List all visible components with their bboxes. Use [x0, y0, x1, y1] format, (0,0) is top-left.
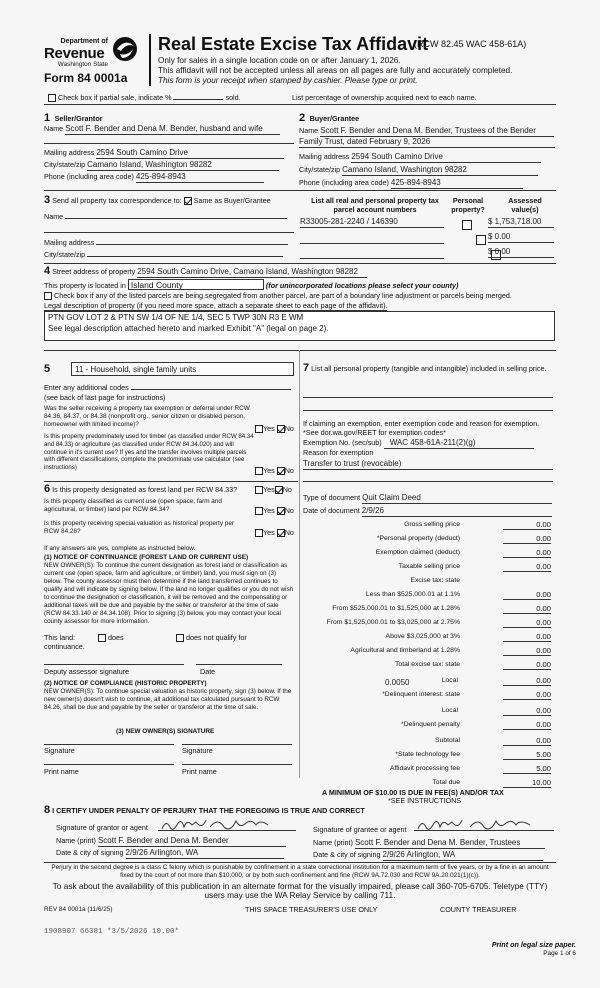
parcel-number-field[interactable]: R33005-281-2240 / 146390	[300, 217, 444, 228]
deputy-date-label: Date	[200, 667, 216, 676]
correspondence-address-row	[44, 238, 288, 247]
fee-label: Exemption claimed (deduct)	[375, 549, 460, 556]
correspondence-name-row	[44, 212, 287, 221]
does-label: does	[108, 633, 124, 642]
correspondence-label: Send all property tax correspondence to:	[52, 196, 182, 205]
legal-line: PTN GOV LOT 2 & PTN SW 1/4 OF NE 1/4, SEC 5 TWP 30N R3 E WM	[48, 313, 304, 322]
seller-heading: Seller/Grantor	[54, 114, 103, 123]
compliance-heading: (2) NOTICE OF COMPLIANCE (HISTORIC PROPERTY)	[44, 680, 207, 687]
fee-label: Excise tax: state	[410, 577, 460, 584]
new-owner-signature-line[interactable]	[44, 744, 174, 745]
grantor-name-field[interactable]: Scott F. Bender and Dena M. Bender	[98, 836, 286, 847]
buyer-address-label: Mailing address	[299, 152, 350, 161]
fee-value-field[interactable]: 0.00	[503, 646, 551, 656]
additional-codes-label: Enter any additional codes	[44, 383, 129, 392]
buyer-phone-field[interactable]: 425-894-8943	[391, 178, 523, 189]
grantor-date-field[interactable]: 2/9/26 Arlington, WA	[126, 848, 284, 859]
document-date-label: Date of document	[303, 506, 360, 515]
header-notes	[158, 56, 558, 86]
date-city-label: Date & city of signing	[56, 848, 124, 857]
fee-value-field[interactable]: 0.00	[503, 618, 551, 628]
continuance-text: NEW OWNER(S): To continue the current designation as forest land or classification as current use (open space, farm and agriculture, or timber) land, you must sign on (3) below. The county assessor must then determine if the land transferred continues to qualify and will indicate by signing below. If the land no longer qualifies or you do not wish to continue the designation or classification, it will be removed and the compensating or additional taxes will be due and payable by the seller or transferor at the time of sale (RCW 84.33.140 or 84.34.108). Prior to signing (3) below, you may contact your local county assessor for more information.	[44, 562, 294, 625]
personal-property-label: List all personal property (tangible and intangible) included in selling price.	[311, 364, 547, 373]
grantee-signature-label: Signature of grantee or agent	[313, 825, 407, 834]
buyer-name-label: Name	[299, 126, 319, 135]
correspondence-name-label: Name	[44, 212, 64, 221]
blank-line	[303, 410, 553, 411]
segregate-label: Check box if any of the listed parcels are being segregated from another parcel, are part of a boundary line adjustment or parcels being merged.	[54, 291, 512, 300]
treasurer-space-label: THIS SPACE TREASURER'S USE ONLY	[245, 905, 378, 914]
q3-no-checkbox[interactable]	[275, 486, 283, 494]
certify-label: I CERTIFY UNDER PENALTY OF PERJURY THAT THE FOREGOING IS TRUE AND CORRECT	[52, 806, 365, 815]
buyer-city-label: City/state/zip	[299, 165, 341, 174]
document-type-label: Type of document	[303, 493, 361, 502]
header-note: This form is your receipt when stamped by cashier. Please type or print.	[158, 76, 418, 85]
document-type-field[interactable]: Quit Claim Deed	[362, 493, 552, 504]
answers-note: If any answers are yes, complete as instructed below.	[44, 545, 196, 552]
forest-question: Is this property designated as forest land per RCW 84.33?	[52, 485, 238, 494]
fee-value-field[interactable]: 0.00	[503, 676, 551, 686]
fee-label: Taxable selling price	[398, 563, 460, 570]
correspondence-city-field[interactable]	[87, 256, 283, 257]
fee-label: Total excise tax: state	[395, 661, 460, 668]
fee-value-field[interactable]: 5.00	[503, 750, 551, 760]
partial-percent-field[interactable]	[173, 99, 223, 100]
does-qualify-option	[98, 633, 124, 642]
parcel-number-field[interactable]	[300, 235, 444, 244]
section-divider	[44, 862, 556, 863]
grantor-signature	[158, 817, 296, 833]
continuance-label: continuance.	[44, 642, 85, 651]
blank-line	[303, 397, 553, 398]
print-name-line[interactable]	[44, 764, 174, 765]
partial-sale-checkbox[interactable]	[48, 94, 56, 102]
fee-label: *State technology fee	[395, 751, 460, 758]
form-title: Real Estate Excise Tax Affidavit	[158, 34, 429, 54]
timber-question: Is this property predominately used for timber (as classified under RCW 84.34 and 84.33) or agriculture (as classified under RCW 84.34.020) and will continue in it's current use? If yes and the transfer involves multiple parcels with different classifications, complete the predominate use calculator (see instructions)	[44, 433, 254, 472]
q4-yes-checkbox[interactable]	[255, 507, 263, 515]
cashier-stamp: 1908907 66381 *3/5/2026 10.00*	[44, 928, 180, 936]
header-note: Only for sales in a single location code on or after January 1, 2026.	[158, 56, 401, 65]
seller-address-field[interactable]: 2594 South Camino Drive	[96, 148, 284, 159]
does-qualify-checkbox[interactable]	[98, 634, 106, 642]
section-divider	[44, 190, 556, 191]
document-date-row	[303, 506, 552, 517]
exemption-number-label: Exemption No. (sec/sub)	[303, 438, 382, 447]
logo-revenue: Revenue	[44, 45, 105, 62]
no-label: No	[282, 485, 292, 494]
fee-value-field[interactable]: 0.00	[503, 520, 551, 530]
q3-yes-no	[255, 485, 292, 494]
fee-label: Gross selling price	[404, 521, 460, 528]
historic-question: Is this property receiving special valuation as historical property per RCW 84.26?	[44, 520, 235, 535]
seller-city-row	[44, 160, 279, 171]
fee-value-field[interactable]: 5.00	[503, 764, 551, 774]
codes-note: (see back of last page for instructions)	[44, 393, 166, 402]
fee-value-field[interactable]: 0.00	[503, 690, 551, 700]
fee-label: Subtotal	[435, 737, 460, 744]
dor-swirl-icon	[108, 34, 142, 64]
q4-no-checkbox[interactable]	[277, 507, 285, 515]
personal-property-checkbox[interactable]	[476, 235, 486, 245]
exemption-number-field[interactable]: WAC 458-61A-211(2)(g)	[384, 438, 534, 449]
reason-field[interactable]: Transfer to trust (revocable)	[303, 459, 553, 470]
this-land-label: This land:	[44, 633, 76, 642]
current-use-question: Is this property classified as current use (open space, farm and agricultural, or timber) land per RCW 84.34?	[44, 498, 222, 513]
legal-description-label: Legal description of property (if you need more space, attach a separate sheet to each page of the affidavit).	[44, 301, 388, 310]
fee-value-field[interactable]: 0.00	[503, 736, 551, 746]
correspondence-city-row	[44, 250, 283, 259]
form-rcw: (RCW 82.45 WAC 458-61A)	[414, 39, 527, 49]
does-not-qualify-label: does not qualify for	[186, 633, 247, 642]
blank-line	[44, 232, 294, 233]
grantor-date-row	[56, 848, 284, 859]
see-instructions-note: *SEE INSTRUCTIONS	[388, 796, 462, 805]
legal-paper-note: Print on legal size paper.	[491, 940, 576, 949]
no-label: No	[284, 528, 294, 537]
document-type-row	[303, 493, 552, 504]
does-not-qualify-option	[176, 633, 247, 642]
legal-line: See legal description attached hereto and marked Exhibit "A" (legal on page 2).	[48, 324, 329, 333]
fee-label: Affidavit processing fee	[389, 765, 460, 772]
fee-value-field[interactable]: 10.00	[503, 778, 551, 788]
partial-sold-label: sold.	[225, 93, 241, 102]
personal-property-header: Personal property?	[451, 196, 485, 214]
grantee-signature	[414, 817, 554, 833]
page-number: Page 1 of 6	[543, 950, 576, 957]
deputy-signature-label: Deputy assessor signature	[44, 667, 130, 676]
fee-value-field[interactable]: 0.00	[503, 660, 551, 670]
dor-logo	[44, 38, 108, 69]
seller-phone-label: Phone (including area code)	[44, 172, 134, 181]
county-treasurer-label: COUNTY TREASURER	[440, 905, 517, 914]
q2-yes-checkbox[interactable]	[255, 467, 263, 475]
land-use-code-select[interactable]: 11 - Household, single family units	[71, 362, 294, 376]
document-date-field[interactable]: 2/9/26	[362, 506, 552, 517]
section-divider	[44, 263, 556, 264]
q4-yes-no	[255, 506, 294, 515]
buyer-phone-row	[299, 178, 523, 189]
q1-yes-checkbox[interactable]	[255, 425, 263, 433]
fee-label: Total due	[432, 779, 460, 786]
grantee-signature-field[interactable]	[414, 817, 554, 831]
section-divider	[44, 104, 556, 105]
q2-no-checkbox[interactable]	[277, 467, 285, 475]
grantee-name-row	[313, 838, 545, 849]
q2-yes-no	[255, 466, 294, 475]
section-5-number: 5	[44, 363, 51, 375]
grantor-signature-label: Signature of grantor or agent	[56, 823, 148, 832]
logo-dept: Department of	[60, 38, 108, 45]
additional-codes-row	[44, 383, 291, 392]
personal-property-checkbox[interactable]	[462, 220, 472, 230]
yes-label: Yes	[263, 424, 275, 433]
print-name-label: Print name	[44, 767, 79, 776]
logo-state: Washington State	[57, 61, 108, 68]
section-1-heading: 1 Seller/Grantor	[44, 112, 103, 124]
seller-phone-row	[44, 172, 264, 183]
seller-name-label: Name	[44, 124, 64, 133]
perjury-notice: Perjury in the second degree is a class C felony which is punishable by confinement in a state correctional institution for a maximum term of five years, or by a fine in an amount fixed by the court of not more than $10,000, or by both such confinement and fine (RCW 9A.72.030 and RCW 9A.20.021(1)(c)).	[51, 864, 549, 879]
grantee-date-field[interactable]: 2/9/26 Arlington, WA	[383, 850, 543, 861]
additional-codes-field[interactable]	[131, 389, 291, 390]
grantee-date-row	[313, 850, 543, 861]
same-as-buyer-label: Same as Buyer/Grantee	[193, 196, 271, 205]
county-label: This property is located in	[44, 281, 126, 290]
parcel-header: List all real and personal property tax parcel account numbers	[311, 196, 439, 214]
street-address-row: 4 Street address of property 2594 South Camino Drive, Camano Island, Washington 98282	[44, 267, 367, 278]
compliance-text: NEW OWNER(S): To continue special valuation as historic property, sign (3) below. If the new owner(s) doesn't wish to continue, all additional tax calculated pursuant to RCW 84.26, shall be due and payable by the seller or transferor at the time of sale.	[44, 688, 292, 711]
forest-question-row: 6 Is this property designated as forest land per RCW 84.33?	[44, 483, 238, 495]
revision-label: REV 84 0001a (11/6/25)	[44, 906, 113, 913]
header-rule	[149, 34, 151, 86]
correspondence-city-label: City/state/zip	[44, 250, 86, 259]
county-select[interactable]: Island County	[128, 279, 264, 290]
fee-label: Less than $525,000.01 at 1.1%	[365, 591, 460, 598]
fee-label: From $1,525,000.01 to $3,025,000 at 2.75%	[326, 619, 460, 626]
buyer-address-row	[299, 152, 541, 163]
assessed-value-field[interactable]: $ 0.00	[488, 247, 554, 258]
new-owner-signature-heading: (3) NEW OWNER(S) SIGNATURE	[116, 728, 215, 735]
correspondence-address-label: Mailing address	[44, 238, 95, 247]
fee-value-field[interactable]: 0.00	[503, 632, 551, 642]
yes-label: Yes	[263, 506, 275, 515]
unincorporated-note: (for unincorporated locations please select your county)	[265, 281, 459, 290]
no-label: No	[284, 506, 294, 515]
blank-line	[44, 143, 294, 144]
exemption-instructions: If claiming an exemption, enter exemption code and reason for exemption. *See dor.wa.gov/REET for exemption codes*	[303, 419, 540, 437]
fee-value-field[interactable]: 0.00	[503, 720, 551, 730]
fee-value-field[interactable]: 0.00	[503, 548, 551, 558]
fee-label: Local	[441, 677, 458, 684]
exemption-question: Was the seller receiving a property tax exemption or deferral under RCW 84.36, 84.37, or 84.38 (nonprofit org., senior citizen or disabled person, homeowner with limited income)?	[44, 405, 250, 428]
name-print-label: Name (print)	[313, 838, 353, 847]
county-row	[44, 279, 458, 290]
legal-description-box[interactable]	[44, 311, 555, 341]
yes-label: Yes	[263, 466, 275, 475]
seller-name-row	[44, 124, 294, 135]
section-divider	[44, 481, 298, 482]
form-number: Form 84 0001a	[44, 71, 128, 85]
deputy-signature-line[interactable]	[44, 664, 184, 665]
fee-value-field[interactable]: 0.00	[503, 534, 551, 544]
seller-city-field[interactable]: Camano Island, Washington 98282	[87, 160, 279, 171]
buyer-name-field-2[interactable]: Family Trust, dated February 9, 2026	[299, 137, 555, 148]
buyer-city-field[interactable]: Camano Island, Washington 98282	[342, 165, 538, 176]
continuance-heading: (1) NOTICE OF CONTINUANCE (FOREST LAND OR CURRENT USE)	[44, 554, 249, 561]
buyer-phone-label: Phone (including area code)	[299, 178, 389, 187]
q1-no-checkbox[interactable]	[277, 425, 285, 433]
does-not-qualify-checkbox[interactable]	[176, 634, 184, 642]
reason-label: Reason for exemption	[303, 448, 374, 457]
parcel-number-field[interactable]	[300, 250, 444, 259]
blank-line	[303, 481, 553, 482]
correspondence-name-field[interactable]	[65, 218, 287, 219]
street-address-field[interactable]: 2594 South Camino Drive, Camano Island, Washington 98282	[137, 267, 367, 278]
yes-label: Yes	[263, 485, 275, 494]
signature-label: Signature	[44, 746, 75, 755]
fee-value-field[interactable]: 0.00	[503, 706, 551, 716]
yes-label: Yes	[263, 528, 275, 537]
fee-label: Local	[441, 707, 458, 714]
section-3-row: 3 Send all property tax correspondence to: Same as Buyer/Grantee	[44, 194, 271, 206]
same-as-buyer-checkbox[interactable]	[184, 197, 192, 205]
segregate-row	[44, 291, 512, 300]
signature-label: Signature	[182, 746, 213, 755]
seller-city-label: City/state/zip	[44, 160, 86, 169]
buyer-city-row	[299, 165, 538, 176]
ownership-note: List percentage of ownership acquired next to each name.	[292, 93, 477, 102]
local-rate-field[interactable]: 0.0050	[385, 678, 410, 687]
date-city-label: Date & city of signing	[313, 850, 381, 859]
street-address-label: Street address of property	[52, 267, 136, 276]
seller-name-field[interactable]: Scott F. Bender and Dena M. Bender, husband and wife	[65, 124, 280, 135]
minimum-due-note: A MINIMUM OF $10.00 IS DUE IN FEE(S) AND/OR TAX	[322, 788, 504, 797]
name-print-label: Name (print)	[56, 836, 96, 845]
assessed-value-field[interactable]: $ 0.00	[488, 232, 554, 243]
print-name-label: Print name	[182, 767, 217, 776]
fee-value-field[interactable]: 0.00	[503, 562, 551, 572]
buyer-name-row	[299, 126, 554, 137]
header-note: This affidavit will not be accepted unless all areas on all pages are fully and accurately completed.	[158, 66, 513, 75]
fee-label: *Personal property (deduct)	[376, 535, 460, 542]
fee-value-field[interactable]: 0.00	[503, 604, 551, 614]
assessed-value-header: Assessed value(s)	[508, 196, 542, 214]
fee-label: From $525,000.01 to $1,525,000 at 1.28%	[332, 605, 460, 612]
no-label: No	[284, 466, 294, 475]
certify-row: 8 I CERTIFY UNDER PENALTY OF PERJURY THAT THE FOREGOING IS TRUE AND CORRECT	[44, 804, 365, 816]
q1-yes-no	[255, 424, 294, 433]
fee-label: *Delinquent interest: state	[382, 691, 460, 698]
personal-property-row: 7 List all personal property (tangible and intangible) included in selling price.	[303, 362, 547, 374]
fee-label: *Delinquent penalty	[401, 721, 460, 728]
buyer-address-field[interactable]: 2594 South Camino Drive	[351, 152, 541, 163]
seller-phone-field[interactable]: 425-894-8943	[136, 172, 264, 183]
partial-sale-row	[48, 93, 241, 102]
no-label: No	[284, 424, 294, 433]
correspondence-address-field[interactable]	[96, 244, 288, 245]
seller-address-label: Mailing address	[44, 148, 95, 157]
segregate-checkbox[interactable]	[44, 292, 52, 300]
alternate-format-notice: To ask about the availability of this publication in an alternate format for the visually impaired, please call 360-705-6705. Teletype (TTY) users may use the WA Relay Service by calling 711.	[52, 881, 548, 900]
partial-sale-label: Check box if partial sale, indicate %	[58, 93, 172, 102]
q3-yes-checkbox[interactable]	[255, 486, 263, 494]
section-divider	[44, 350, 556, 351]
seller-address-row	[44, 148, 284, 159]
grantee-name-field[interactable]: Scott F. Bender and Dena M. Bender, Trustees	[355, 838, 545, 849]
fee-label: Above $3,025,000 at 3%	[385, 633, 460, 640]
grantor-signature-field[interactable]	[158, 817, 296, 831]
buyer-name-field[interactable]: Scott F. Bender and Dena M. Bender, Trustees of the Bender	[320, 126, 554, 137]
buyer-heading: Buyer/Grantee	[309, 114, 360, 123]
fee-label: Agricultural and timberland at 1.28%	[350, 647, 460, 654]
grantor-name-row	[56, 836, 286, 847]
assessed-value-field[interactable]: $ 1,753,718.00	[488, 217, 554, 228]
section-2-heading: 2 Buyer/Grantee	[299, 112, 360, 124]
fee-value-field[interactable]: 0.00	[503, 590, 551, 600]
